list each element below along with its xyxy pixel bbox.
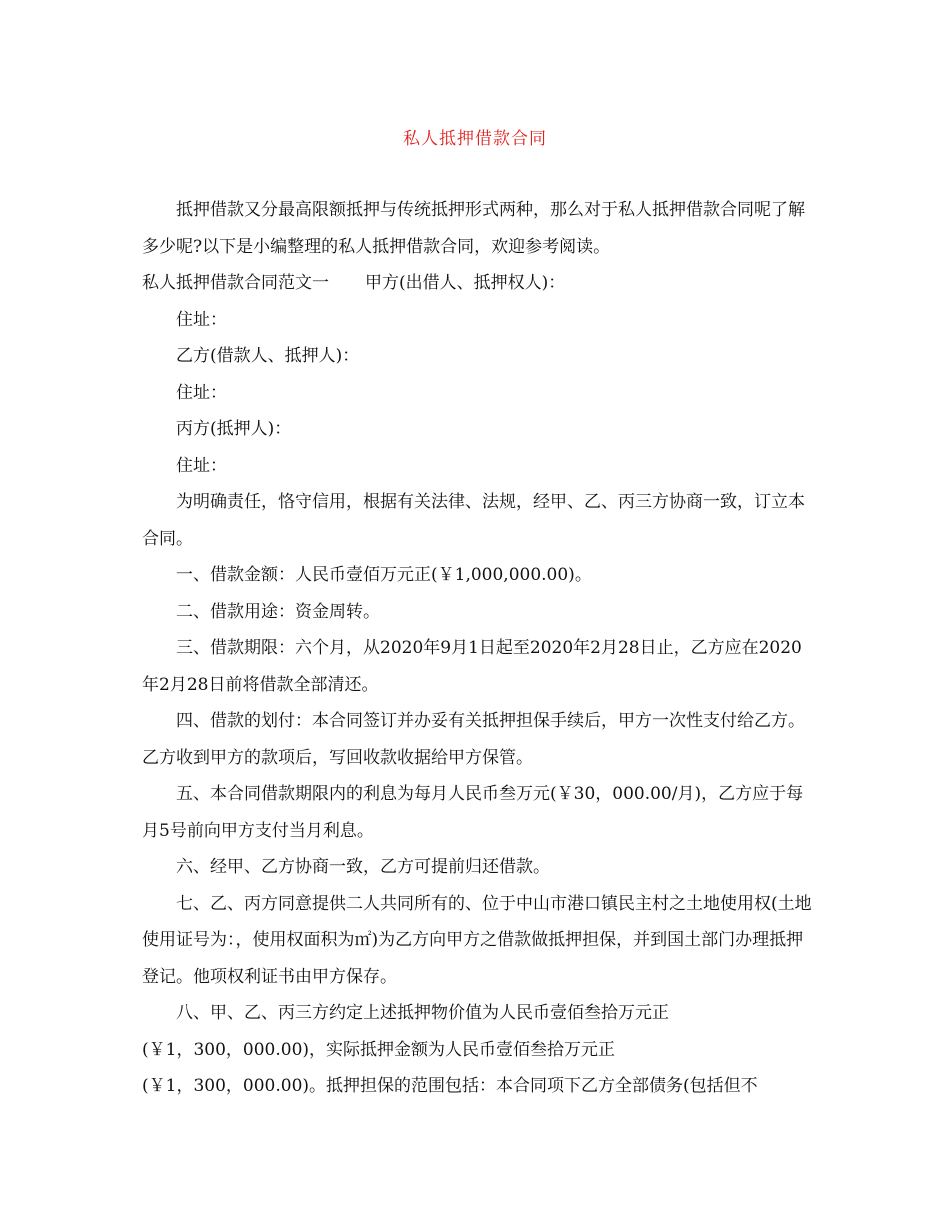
early-repayment: 六、经甲、乙方协商一致，乙方可提前归还借款。 — [176, 857, 550, 877]
loan-disbursement: 四、借款的划付：本合同签订并办妥有关抵押担保手续后，甲方一次性支付给乙方。乙方收到甲方的款项后，写回收款收据给甲方保管。 — [142, 711, 805, 768]
collateral-valuation-line-1: 八、甲、乙、丙三方约定上述抵押物价值为人民币壹佰叁拾万元正 — [176, 1003, 669, 1023]
collateral-valuation — [142, 995, 812, 1105]
party-b-address: 住址： — [176, 382, 227, 403]
party-b-label: 乙方(借款人、抵押人)： — [176, 346, 360, 366]
loan-usage: 二、借款用途：资金周转。 — [176, 601, 380, 622]
loan-amount: 一、借款金额：人民币壹佰万元正(￥1,000,000.00)。 — [176, 565, 592, 585]
contract-sample-label: 私人抵押借款合同范文一 — [142, 273, 329, 293]
loan-term: 三、借款期限：六个月，从2020年9月1日起至2020年2月28日止，乙方应在2020年2月28日前将借款全部清还。 — [142, 638, 802, 695]
contract-purpose: 为明确责任，恪守信用，根据有关法律、法规，经甲、乙、丙三方协商一致，订立本合同。 — [142, 492, 805, 549]
document-body — [142, 192, 812, 1105]
party-a-label: 甲方(出借人、抵押权人)： — [365, 273, 566, 293]
party-c-label: 丙方(抵押人)： — [176, 419, 292, 439]
intro-paragraph: 抵押借款又分最高限额抵押与传统抵押形式两种，那么对于私人抵押借款合同呢了解多少呢?以下是小编整理的私人抵押借款合同，欢迎参考阅读。 — [142, 200, 805, 257]
collateral-provision: 七、乙、丙方同意提供二人共同所有的、位于中山市港口镇民主村之土地使用权(土地使用证号为：，使用权面积为㎡)为乙方向甲方之借款做抵押担保，并到国土部门办理抵押登记。他项权利证书由甲方保存。 — [142, 893, 812, 987]
party-a-address: 住址： — [176, 309, 227, 330]
party-c-address: 住址： — [176, 455, 227, 476]
contract-heading-row — [142, 265, 812, 302]
collateral-valuation-line-2: (￥1，300，000.00)，实际抵押金额为人民币壹佰叁拾万元正 — [142, 1039, 616, 1060]
document-title: 私人抵押借款合同 — [403, 129, 547, 149]
collateral-valuation-line-3: (￥1，300，000.00)。抵押担保的范围包括：本合同项下乙方全部债务(包括但不 — [142, 1076, 758, 1096]
loan-interest: 五、本合同借款期限内的利息为每月人民币叁万元(￥30，000.00/月)，乙方应于每月5号前向甲方支付当月利息。 — [142, 784, 804, 841]
